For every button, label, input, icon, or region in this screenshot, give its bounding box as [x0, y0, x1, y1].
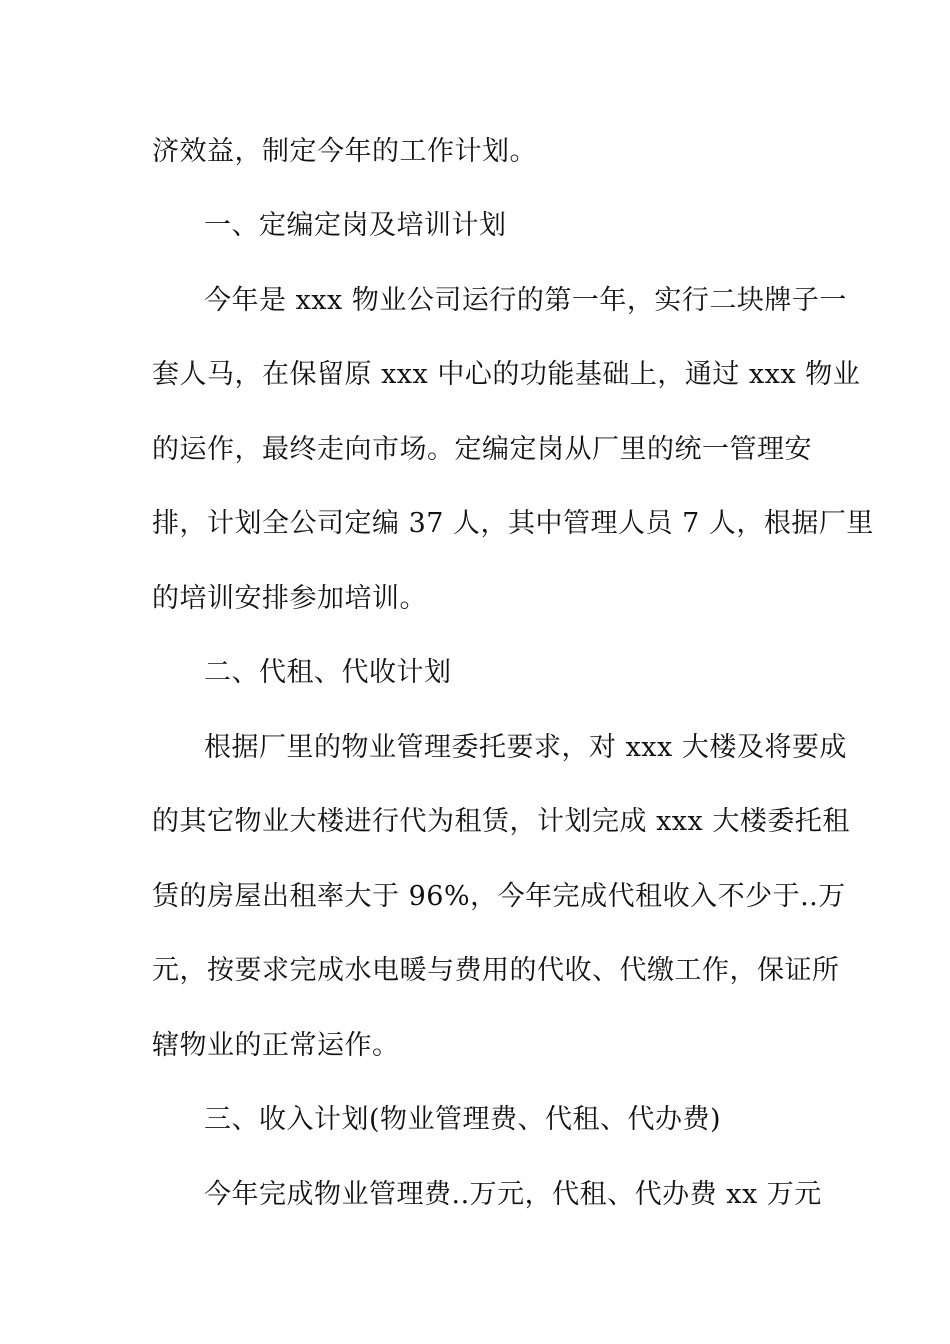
paragraph-line: 的运作，最终走向市场。定编定岗从厂里的统一管理安 [152, 434, 812, 465]
paragraph-line: 排，计划全公司定编 37 人，其中管理人员 7 人，根据厂里 [152, 508, 874, 539]
paragraph-line: 济效益，制定今年的工作计划。 [152, 136, 537, 167]
paragraph-line: 今年是 xxx 物业公司运行的第一年，实行二块牌子一 [204, 285, 847, 316]
paragraph-line: 元，按要求完成水电暖与费用的代收、代缴工作，保证所 [152, 955, 840, 986]
paragraph-line: 套人马，在保留原 xxx 中心的功能基础上，通过 xxx 物业 [152, 359, 861, 390]
section-heading: 三、收入计划(物业管理费、代租、代办费) [204, 1104, 722, 1135]
section-heading: 一、定编定岗及培训计划 [204, 210, 507, 241]
paragraph-line: 的其它物业大楼进行代为租赁，计划完成 xxx 大楼委托租 [152, 806, 850, 837]
paragraph-line: 赁的房屋出租率大于 96%，今年完成代租收入不少于..万 [152, 881, 846, 912]
paragraph-line: 今年完成物业管理费..万元，代租、代办费 xx 万元 [204, 1179, 822, 1210]
section-heading: 二、代租、代收计划 [204, 657, 452, 688]
paragraph-line: 根据厂里的物业管理委托要求，对 xxx 大楼及将要成 [204, 732, 847, 763]
paragraph-line: 的培训安排参加培训。 [152, 583, 427, 614]
paragraph-line: 辖物业的正常运作。 [152, 1030, 400, 1061]
